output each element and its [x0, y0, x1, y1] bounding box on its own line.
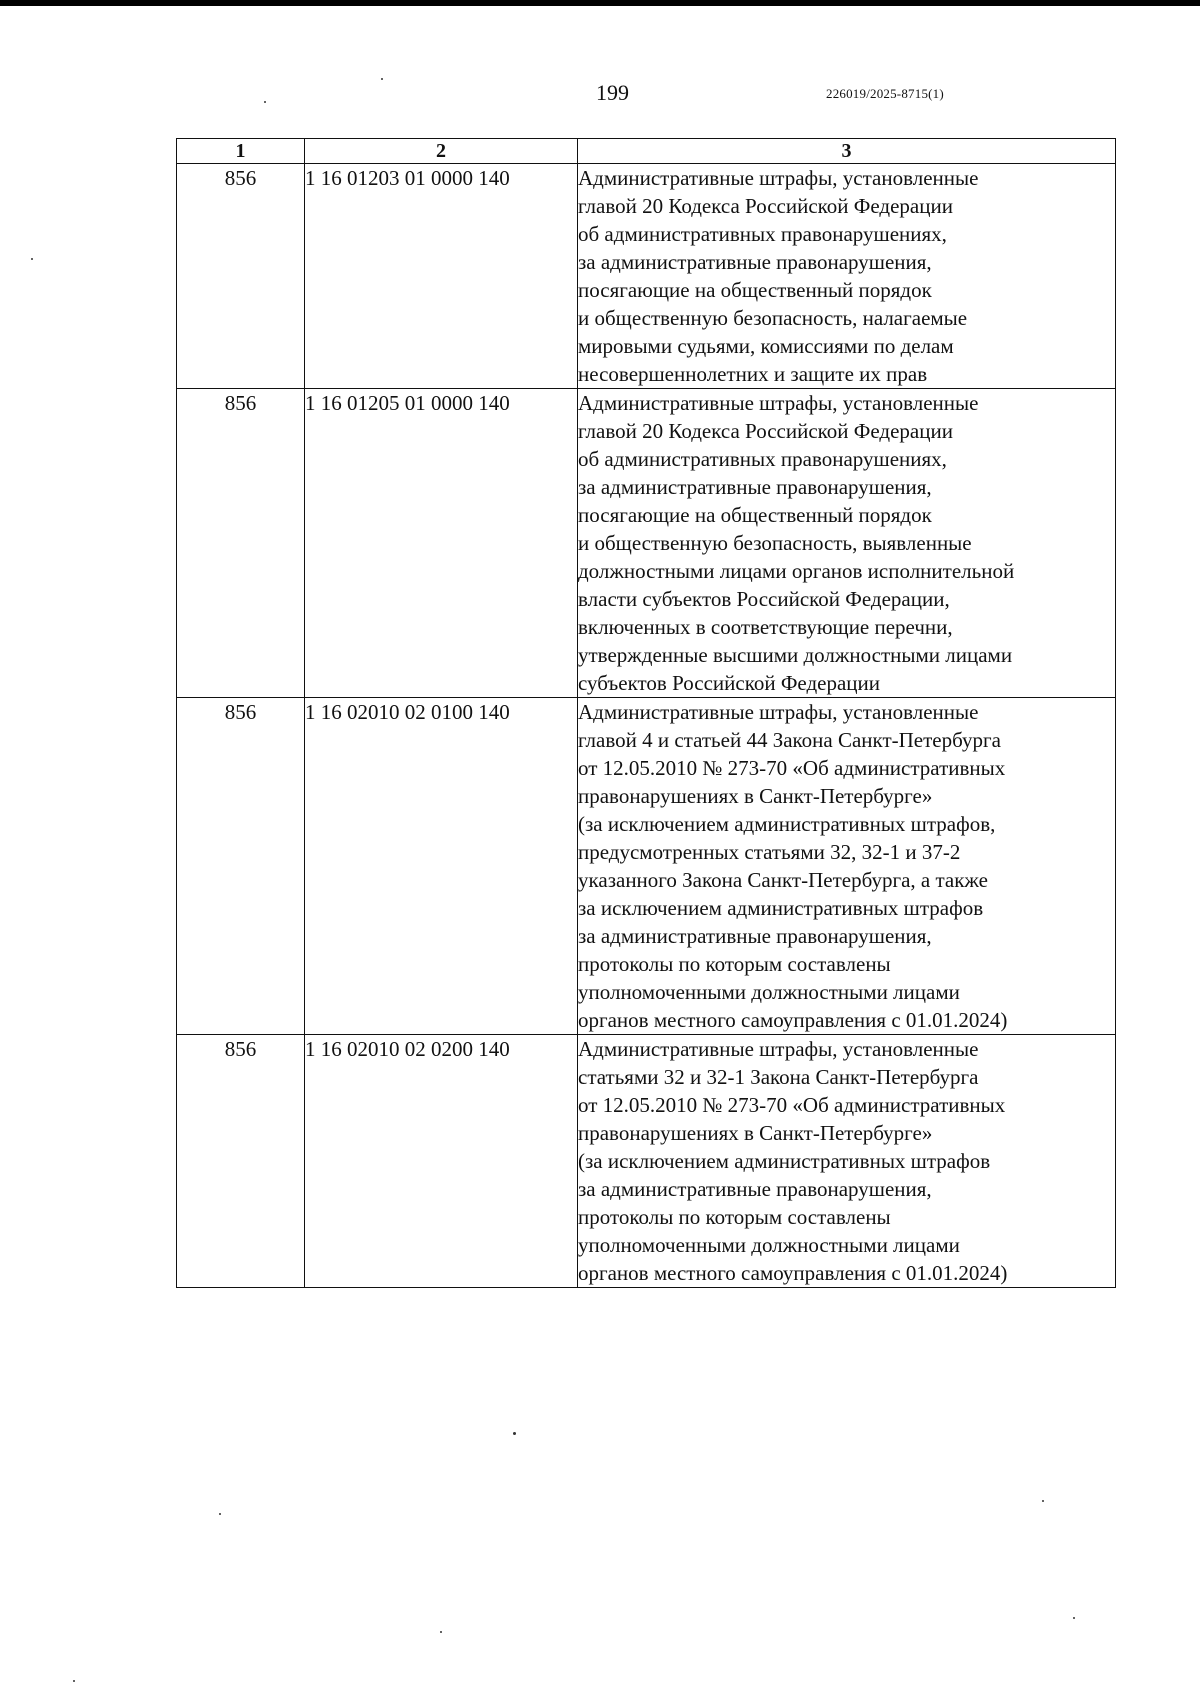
row-description-cell	[578, 389, 1116, 698]
description-line: протоколы по которым составлены	[578, 1205, 891, 1229]
table-header-row	[177, 139, 1116, 164]
description-line: мировыми судьями, комиссиями по делам	[578, 334, 954, 358]
row-code-cell: 856	[177, 1035, 305, 1288]
scan-speck	[513, 1432, 516, 1435]
row-code-cell: 856	[177, 389, 305, 698]
description-line: включенных в соответствующие перечни,	[578, 615, 953, 639]
description-line: от 12.05.2010 № 273-70 «Об административных	[578, 1093, 1006, 1117]
column-header-2: 2	[305, 139, 578, 164]
description-line: об административных правонарушениях,	[578, 447, 947, 471]
table-row	[177, 698, 1116, 1035]
table-row	[177, 1035, 1116, 1288]
scan-speck	[381, 78, 383, 80]
scan-speck	[1073, 1617, 1075, 1619]
row-kbk-cell: 1 16 02010 02 0100 140	[305, 698, 578, 1035]
description-line: протоколы по которым составлены	[578, 952, 891, 976]
revenue-codes-table	[176, 138, 1116, 1288]
description-line: статьями 32 и 32-1 Закона Санкт-Петербурга	[578, 1065, 979, 1089]
description-line: правонарушениях в Санкт-Петербурге»	[578, 784, 933, 808]
description-line: Административные штрафы, установленные	[578, 391, 979, 415]
description-line: Административные штрафы, установленные	[578, 1037, 979, 1061]
scan-speck	[31, 258, 33, 260]
row-description-cell	[578, 698, 1116, 1035]
description-line: правонарушениях в Санкт-Петербурге»	[578, 1121, 933, 1145]
description-line: об административных правонарушениях,	[578, 222, 947, 246]
description-line: посягающие на общественный порядок	[578, 278, 932, 302]
description-line: уполномоченными должностными лицами	[578, 980, 960, 1004]
description-line: за административные правонарушения,	[578, 250, 932, 274]
row-description-cell	[578, 1035, 1116, 1288]
row-kbk-cell: 1 16 01203 01 0000 140	[305, 164, 578, 389]
row-kbk-cell: 1 16 02010 02 0200 140	[305, 1035, 578, 1288]
description-line: за исключением административных штрафов	[578, 896, 984, 920]
description-line: указанного Закона Санкт-Петербурга, а также	[578, 868, 988, 892]
description-line: и общественную безопасность, налагаемые	[578, 306, 968, 330]
row-kbk-cell: 1 16 01205 01 0000 140	[305, 389, 578, 698]
description-line: несовершеннолетних и защите их прав	[578, 362, 928, 386]
description-line: должностными лицами органов исполнительной	[578, 559, 1015, 583]
column-header-3: 3	[578, 139, 1116, 164]
scan-top-border	[0, 0, 1200, 6]
description-line: и общественную безопасность, выявленные	[578, 531, 972, 555]
document-id: 226019/2025-8715(1)	[826, 86, 944, 101]
description-line: утвержденные высшими должностными лицами	[578, 643, 1013, 667]
description-line: предусмотренных статьями 32, 32-1 и 37-2	[578, 840, 961, 864]
scan-speck	[219, 1513, 221, 1515]
description-line: от 12.05.2010 № 273-70 «Об административных	[578, 756, 1006, 780]
description-line: органов местного самоуправления с 01.01.2024)	[578, 1261, 1008, 1285]
description-line: главой 4 и статьей 44 Закона Санкт-Петербурга	[578, 728, 1001, 752]
scan-speck	[264, 101, 266, 103]
description-line: посягающие на общественный порядок	[578, 503, 932, 527]
description-line: Административные штрафы, установленные	[578, 166, 979, 190]
table-row	[177, 389, 1116, 698]
table-row	[177, 164, 1116, 389]
scan-speck	[440, 1631, 442, 1633]
scan-speck	[73, 1680, 75, 1682]
column-header-1: 1	[177, 139, 305, 164]
scan-speck	[1042, 1500, 1044, 1502]
description-line: (за исключением административных штрафов	[578, 1149, 991, 1173]
row-code-cell: 856	[177, 698, 305, 1035]
description-line: за административные правонарушения,	[578, 1177, 932, 1201]
description-line: Административные штрафы, установленные	[578, 700, 979, 724]
description-line: за административные правонарушения,	[578, 475, 932, 499]
description-line: субъектов Российской Федерации	[578, 671, 881, 695]
description-line: главой 20 Кодекса Российской Федерации	[578, 419, 953, 443]
description-line: за административные правонарушения,	[578, 924, 932, 948]
description-line: главой 20 Кодекса Российской Федерации	[578, 194, 953, 218]
description-line: (за исключением административных штрафов,	[578, 812, 996, 836]
description-line: власти субъектов Российской Федерации,	[578, 587, 950, 611]
description-line: уполномоченными должностными лицами	[578, 1233, 960, 1257]
page-number: 199	[596, 80, 629, 105]
table-body	[177, 164, 1116, 1288]
description-line: органов местного самоуправления с 01.01.2024)	[578, 1008, 1008, 1032]
row-description-cell	[578, 164, 1116, 389]
row-code-cell: 856	[177, 164, 305, 389]
